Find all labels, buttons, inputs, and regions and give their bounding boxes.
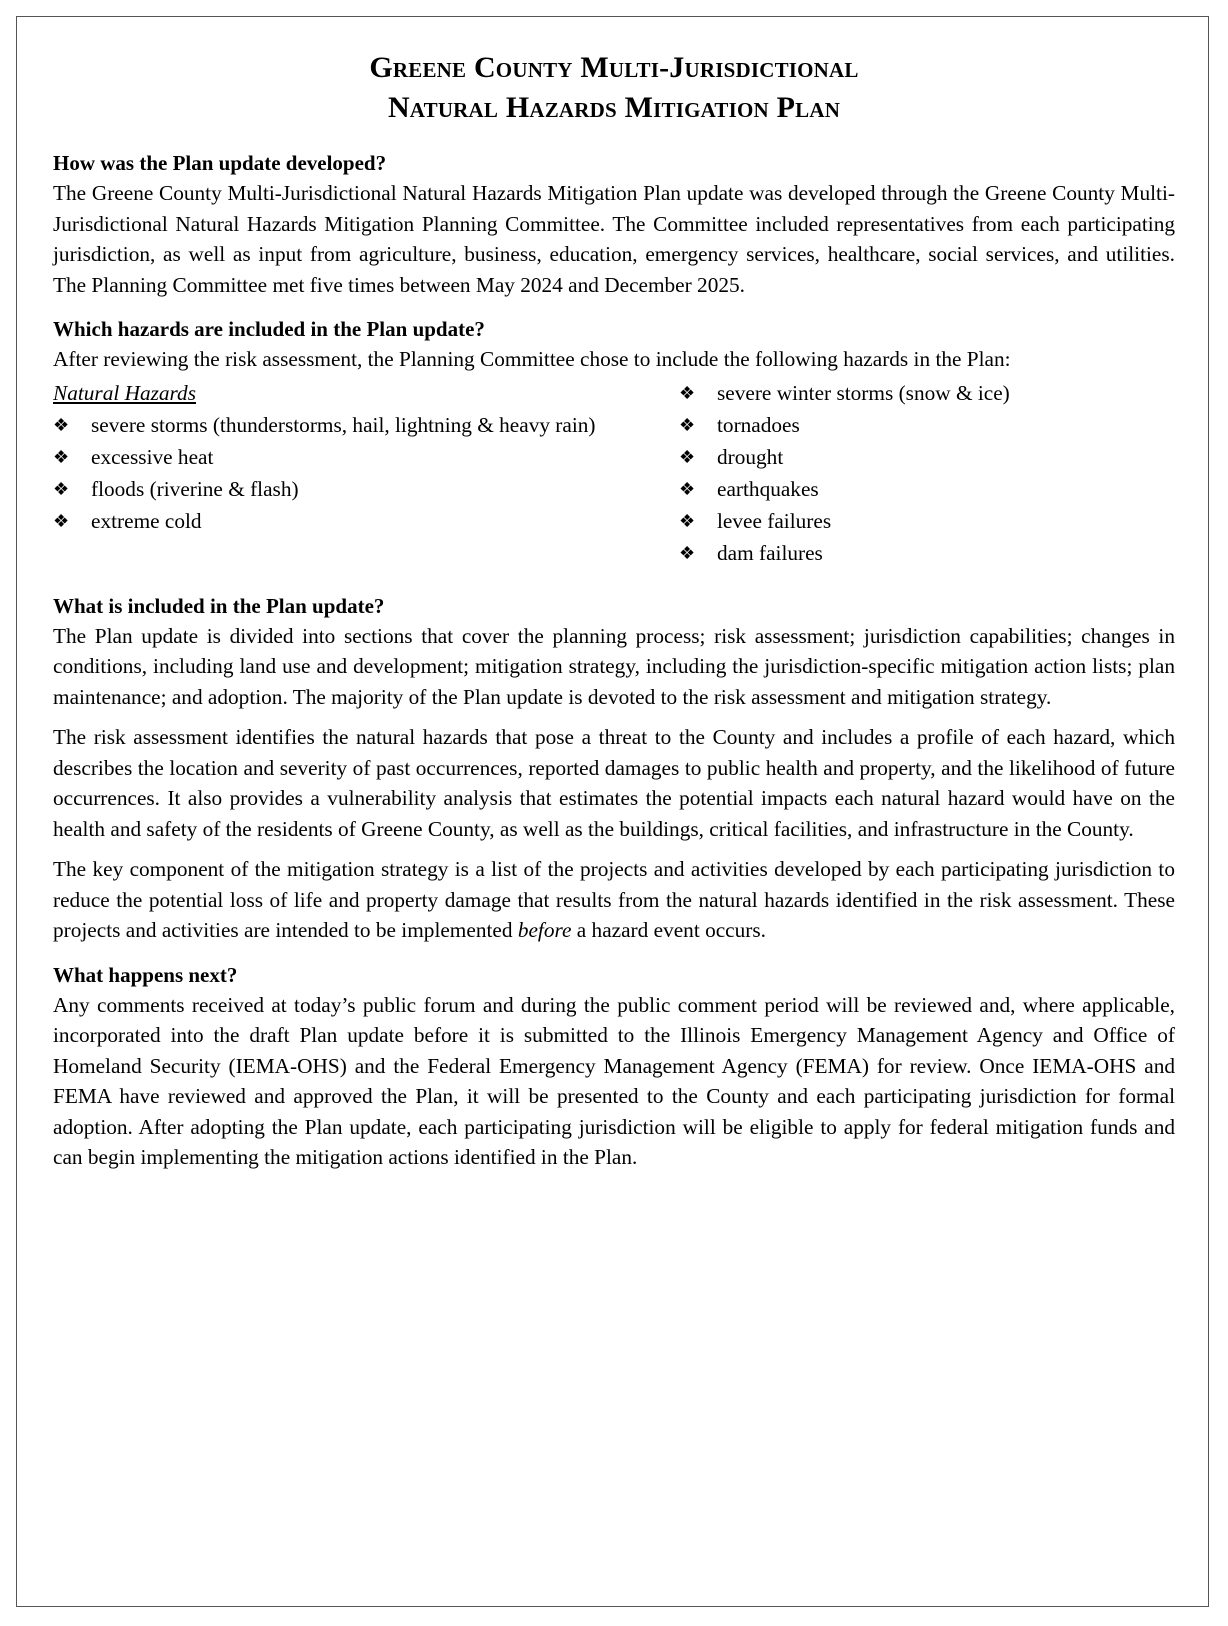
list-item: ❖ earthquakes [679, 473, 1175, 505]
list-item: ❖ tornadoes [679, 409, 1175, 441]
section-next-steps [53, 960, 1175, 1173]
diamond-bullet-icon: ❖ [679, 510, 696, 531]
hazard-list-heading: Natural Hazards [53, 380, 196, 405]
diamond-bullet-icon: ❖ [679, 446, 696, 467]
section-hazards [53, 314, 1175, 569]
section-heading: What happens next? [53, 962, 238, 987]
hazard-column-right [679, 377, 1175, 569]
section-heading: Which hazards are included in the Plan update? [53, 317, 485, 341]
paragraph: Any comments received at today’s public forum and during the public comment period will be reviewed and, where applicable, incorporated into the draft Plan update before it is submitted to the Illinois Emergency Management Agency and Office of Homeland Security (IEMA-OHS) and the Federal Emergency Management Agency (FEMA) for review. Once IEMA-OHS and FEMA have reviewed and approved the Plan, it will be presented to the County and each participating jurisdiction for formal adoption. After adopting the Plan update, each participating jurisdiction will be eligible to apply for federal mitigation funds and can begin implementing the mitigation actions identified in the Plan. [53, 992, 1175, 1169]
paragraph: The risk assessment identifies the natural hazards that pose a threat to the County and includes a profile of each hazard, which describes the location and severity of past occurrences, reported damages to public health and property, and the likelihood of future occurrences. It also provides a vulnerability analysis that estimates the potential impacts each natural hazard would have on the health and safety of the residents of Greene County, as well as the buildings, critical facilities, and infrastructure in the County. [53, 725, 1175, 841]
diamond-bullet-icon: ❖ [53, 414, 70, 435]
paragraph: The key component of the mitigation strategy is a list of the projects and activities developed by each participating jurisdiction to reduce the potential loss of life and property damage that results from the natural hazards identified in the risk assessment. These projects and activities are intended to be implemented before a hazard event occurs. [53, 857, 1175, 942]
diamond-bullet-icon: ❖ [53, 446, 70, 467]
document-title [53, 48, 1175, 128]
list-item: ❖ drought [679, 441, 1175, 473]
list-item: ❖ floods (riverine & flash) [53, 473, 679, 505]
hazard-list [53, 377, 1175, 569]
emphasis: before [517, 918, 572, 942]
section-contents [53, 591, 1175, 946]
list-item: ❖ severe winter storms (snow & ice) [679, 377, 1175, 409]
title-line-1: Greene County Multi-Jurisdictional [369, 51, 859, 84]
title-line-2: Natural Hazards Mitigation Plan [387, 91, 841, 124]
diamond-bullet-icon: ❖ [679, 478, 696, 499]
diamond-bullet-icon: ❖ [53, 510, 70, 531]
diamond-bullet-icon: ❖ [679, 414, 696, 435]
list-item: ❖ dam failures [679, 537, 1175, 569]
list-item: ❖ extreme cold [53, 505, 679, 537]
paragraph: The Greene County Multi-Jurisdictional Natural Hazards Mitigation Plan update was developed through the Greene County Multi-Jurisdictional Natural Hazards Mitigation Planning Committee. The Committee included representatives from each participating jurisdiction, as well as input from agriculture, business, education, emergency services, healthcare, social services, and utilities. The Planning Committee met five times between May 2024 and December 2025. [53, 181, 1175, 297]
list-item: ❖ excessive heat [53, 441, 679, 473]
list-item: ❖ severe storms (thunderstorms, hail, lightning & heavy rain) [53, 409, 679, 441]
paragraph: After reviewing the risk assessment, the Planning Committee chose to include the following hazards in the Plan: [53, 347, 1011, 371]
hazard-column-left [53, 377, 679, 569]
diamond-bullet-icon: ❖ [53, 478, 70, 499]
document-content [53, 48, 1175, 1173]
list-item: ❖ levee failures [679, 505, 1175, 537]
diamond-bullet-icon: ❖ [679, 542, 696, 563]
section-heading: What is included in the Plan update? [53, 593, 385, 618]
section-development [53, 148, 1175, 300]
paragraph: The Plan update is divided into sections that cover the planning process; risk assessment; jurisdiction capabilities; changes in conditions, including land use and development; mitigation strategy, including the jurisdiction-specific mitigation action lists; plan maintenance; and adoption. The majority of the Plan update is devoted to the risk assessment and mitigation strategy. [53, 623, 1175, 709]
diamond-bullet-icon: ❖ [679, 382, 696, 403]
section-heading: How was the Plan update developed? [53, 151, 387, 175]
